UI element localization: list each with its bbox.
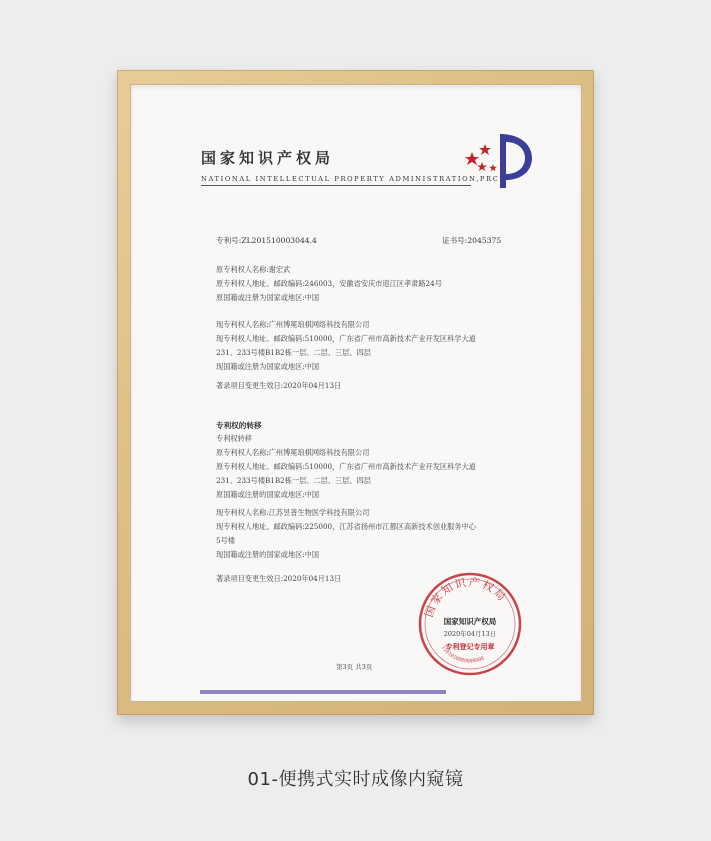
record-line: 原专利权人地址、邮政编码:510000，广东省广州市高新技术产业开发区科学大道 [216, 462, 476, 471]
seal-label: 专利登记专用章 [445, 642, 495, 651]
office-name-cn: 国家知识产权局 [201, 149, 335, 167]
record-line: 现国籍或注册为国家或地区:中国 [216, 362, 320, 371]
certificate-document [130, 84, 582, 702]
record-line: 5号楼 [216, 536, 235, 545]
patent-number: 专利号:ZL201510003044.4 [216, 236, 317, 245]
record-line: 现专利权人地址、邮政编码:510000，广东省广州市高新技术产业开发区科学大道 [216, 334, 476, 343]
record-line: 现国籍或注册的国家或地区:中国 [216, 550, 320, 559]
record-line: 现专利权人名称:广州博冕琅棋网络科技有限公司 [216, 320, 370, 329]
cnipa-logo-icon [460, 124, 540, 194]
header-rule [201, 185, 471, 186]
seal-issuer: 国家知识产权局 [443, 617, 497, 626]
record-line: 231、233号楼B1B2栋一层、二层、三层、四层 [216, 348, 371, 357]
record-line: 著录项目变更生效日:2020年04月13日 [216, 381, 342, 390]
record-line: 原专利权人名称:广州博冕琅棋网络科技有限公司 [216, 448, 370, 457]
record-line: 231、233号楼B1B2栋一层、二层、三层、四层 [216, 476, 371, 485]
record-line: 现专利权人名称:江苏昱普生物医学科技有限公司 [216, 508, 370, 517]
certificate-number: 证书号:2045375 [442, 236, 502, 245]
seal-ring-text: 国家知识产权局 [422, 575, 510, 619]
seal-serial: 1101010000000000 [439, 644, 486, 665]
accent-strip [200, 690, 446, 694]
record-line: 原国籍或注册为国家或地区:中国 [216, 293, 320, 302]
record-line: 专利权转移 [216, 434, 252, 443]
certificate-paper [130, 84, 582, 702]
record-line: 现专利权人地址、邮政编码:225000，江苏省扬州市江都区高新技术创业服务中心 [216, 522, 476, 531]
section-heading: 专利权的转移 [216, 421, 262, 430]
record-line: 原国籍或注册的国家或地区:中国 [216, 490, 320, 499]
office-name-en: NATIONAL INTELLECTUAL PROPERTY ADMINISTRATION,PRC [201, 175, 500, 183]
page-indicator: 第3页 共3页 [336, 663, 373, 671]
image-caption: 01-便携式实时成像内窥镜 [247, 769, 464, 790]
seal-date: 2020年04月13日 [443, 630, 497, 638]
record-line: 原专利权人名称:谢宏武 [216, 265, 291, 274]
record-line: 著录项目变更生效日:2020年04月13日 [216, 574, 342, 583]
record-line: 原专利权人地址、邮政编码:246003，安徽省安庆市迎江区孝肃路24号 [216, 279, 442, 288]
